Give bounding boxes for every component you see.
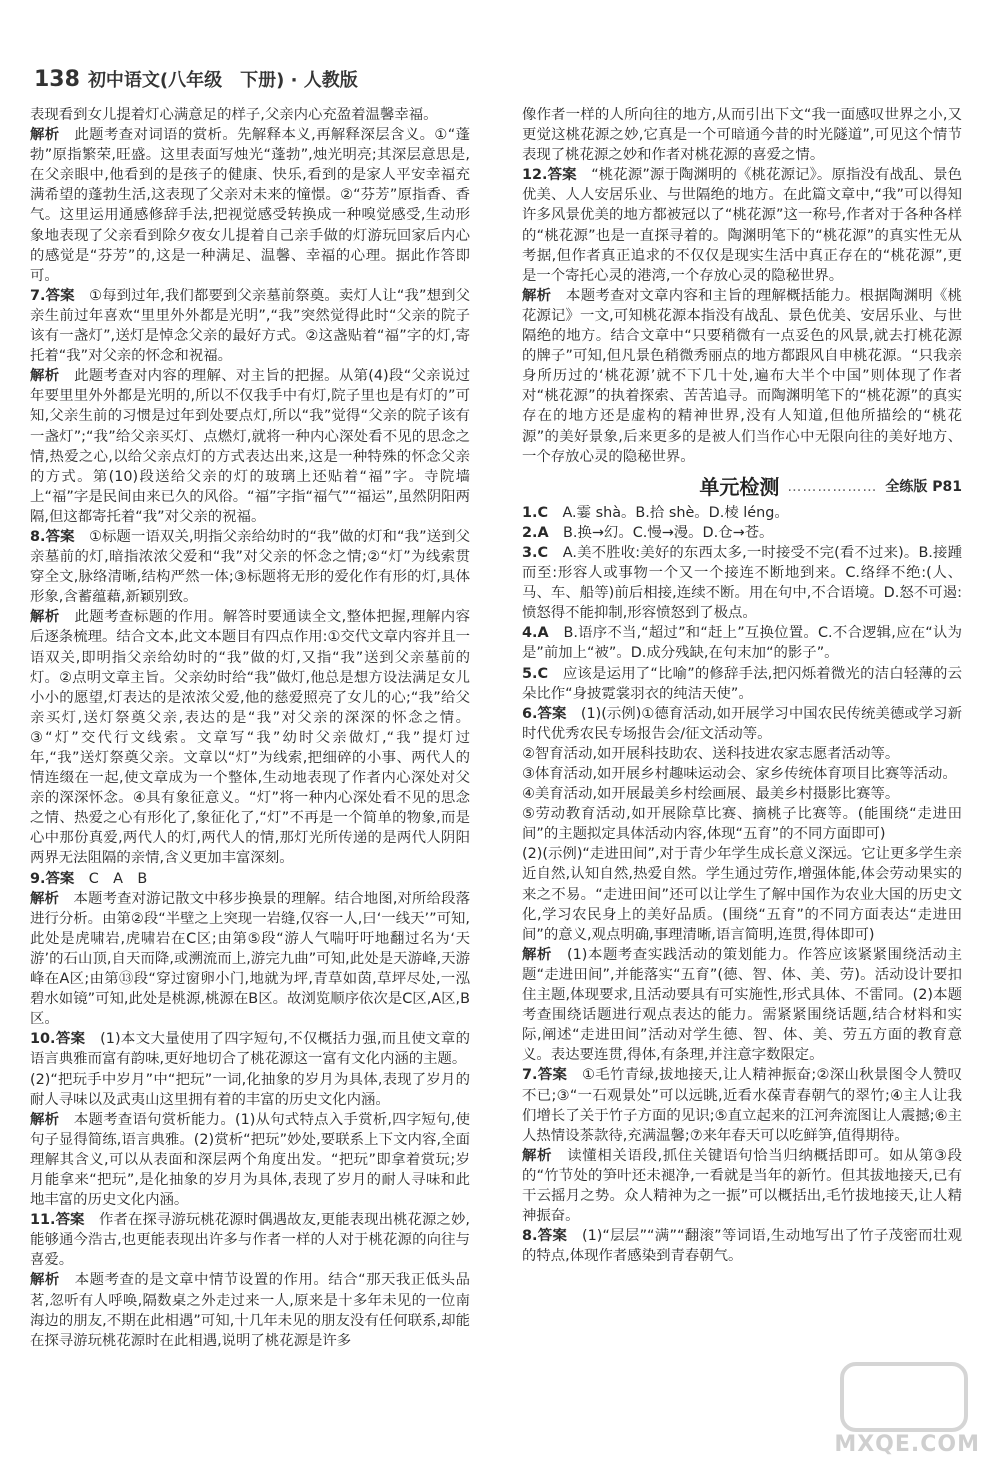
- paragraph: [30, 607, 470, 868]
- answer-label: 解析: [30, 127, 60, 144]
- question-number: 6.: [522, 705, 538, 722]
- answer-label: 解析: [30, 1111, 60, 1128]
- paragraph: [522, 623, 962, 663]
- paragraph-text: (1)本题考查实践活动的策划能力。作答应该紧紧围绕活动主题“走进田间”,并能落实“五育”(德、智、体、美、劳)。活动设计要扣住主题,体现要求,且活动要具有可实施性,形式具体、不雷同。(2)本题考查围绕话题进行观点表达的能力。需紧紧围绕话题,结合材料和实际,阐述“走进田间”活动对学生德、智、体、美、劳五方面的教育意义。表达要连贯,得体,有条理,并注意字数限定。: [522, 946, 962, 1064]
- answer-label: 解析: [30, 609, 60, 626]
- answer-label: 解析: [30, 890, 60, 907]
- paragraph-text: C A B: [88, 870, 148, 887]
- paragraph: [30, 105, 470, 125]
- paragraph: [522, 704, 962, 744]
- paragraph: [522, 764, 962, 784]
- paragraph: [30, 1270, 470, 1350]
- question-number: 8.: [522, 1228, 538, 1245]
- answer-label: 答案: [55, 1212, 85, 1229]
- paragraph: [30, 1110, 470, 1210]
- page-title: 初中语文(八年级 下册) · 人教版: [87, 70, 358, 91]
- paragraph: [522, 286, 962, 467]
- question-number: 7.: [30, 287, 46, 304]
- paragraph: [30, 1070, 470, 1110]
- section-reference: 全练版 P81: [885, 478, 962, 495]
- paragraph-text: ③体育活动,如开展乡村趣味运动会、家乡传统体育项目比赛等活动。: [522, 766, 957, 782]
- paragraph: [30, 366, 470, 527]
- page-header: [34, 66, 358, 96]
- right-column-bottom: [522, 503, 962, 1267]
- paragraph: [30, 1029, 470, 1069]
- paragraph: [522, 165, 962, 286]
- paragraph-text: 此题考查对内容的理解、对主旨的把握。从第(4)段“父亲说过年要里里外外都是光明的,所以不仅我手中有灯,院子里也是有灯的”可知,父亲生前的习惯是过年到处要点灯,所以“我”觉得“父亲的院子该有一盏灯”;“我”给父亲买灯、点燃灯,就将一种内心深处看不见的思念之情,热爱之心,以给父亲点灯的方式表达出来,这是一种特殊的怀念父亲的方式。第(10)段送给父亲的灯的玻璃上还贴着“福”字。寺院墙上“福”字是民间由来已久的风俗。“福”字指“福气”“福运”,虽然阴阳两隔,但这都寄托着“我”对父亲的祝福。: [30, 368, 470, 525]
- paragraph: [522, 945, 962, 1066]
- question-number: 8.: [30, 528, 46, 545]
- paragraph-text: ①毛竹青绿,拔地接天,让人精神振奋;②深山秋景图令人赞叹不已;③“一石观景处”可以远眺,近看水葆青春朝气的翠竹;④主人让我们增长了关于竹子方面的见识;⑤直立起来的江河奔流图让人震撼;⑥主人热情设茶款待,充满温馨;⑦来年春天可以吃鲜笋,值得期待。: [522, 1067, 962, 1144]
- paragraph: [30, 286, 470, 366]
- paragraph: [522, 503, 962, 523]
- paragraph-text: A.美不胜收:美好的东西太多,一时接受不完(看不过来)。B.接踵而至:形容人或事物一个又一个接连不断地到来。C.络绎不绝:(人、马、车、船等)前后相接,连续不断。用在句中,不合语境。D.怒不可遏:愤怒得不能抑制,形容愤怒到了极点。: [522, 544, 962, 622]
- question-number: 9.: [30, 870, 46, 887]
- answer-label: 答案: [45, 870, 75, 887]
- left-column: [30, 105, 470, 1351]
- paragraph-text: ②智育活动,如开展科技助农、送科技进农家志愿者活动等。: [522, 745, 900, 762]
- answer-label: C: [537, 665, 549, 682]
- right-column-top: [522, 105, 962, 467]
- answer-label: 答案: [537, 1228, 568, 1245]
- answer-label: C: [537, 504, 549, 521]
- paragraph-text: (1)“层层”“满”“翻滚”等词语,生动地写出了竹子茂密而壮观的特点,体现作者感染到青春朝气。: [522, 1228, 962, 1265]
- paragraph: [30, 869, 470, 889]
- section-title: 单元检测: [699, 474, 780, 499]
- question-number: 11.: [30, 1212, 56, 1229]
- answer-label: 解析: [30, 1272, 60, 1289]
- paragraph-text: ①标题一语双关,明指父亲给幼时的“我”做的灯和“我”送到父亲墓前的灯,暗指浓浓父爱和“我”对父亲的怀念之情;②“灯”为线索贯穿全文,脉络清晰,结构严然一体;③标题将无形的爱化作有形的灯,具体形象,含蓄蕴藉,新颖别致。: [30, 528, 470, 606]
- paragraph: [522, 105, 962, 165]
- question-number: 3.: [522, 544, 538, 561]
- paragraph-text: 像作者一样的人所向往的地方,从而引出下文“我一面感叹世界之小,又更觉这桃花源之妙,它真是一个可暗通今昔的时光隧道”,可见这个情节表现了桃花源之妙和作者对桃花源的喜爱之情。: [522, 107, 962, 164]
- watermark-text: MXQE.COM: [834, 1432, 980, 1457]
- paragraph: [30, 527, 470, 607]
- paragraph: [522, 744, 962, 764]
- answer-label: 答案: [55, 1031, 86, 1048]
- answer-label: 答案: [547, 167, 577, 184]
- paragraph: [522, 1146, 962, 1226]
- question-number: 7.: [522, 1067, 538, 1084]
- answer-label: 答案: [537, 705, 567, 722]
- paragraph-text: 应该是运用了“比喻”的修辞手法,把闪烁着微光的洁白轻薄的云朵比作“身披霓裳羽衣的纯洁天使”。: [522, 665, 962, 702]
- paragraph-text: 作者在探寻游玩桃花源时偶遇故友,更能表现出桃花源之妙,能够通今浩古,也更能表现出许多与作者一样的人对于桃花源的向往与喜爱。: [30, 1212, 470, 1269]
- paragraph-text: A.霎 shà。B.拾 shè。D.棱 léng。: [562, 504, 789, 521]
- answer-label: 解析: [522, 287, 552, 304]
- paragraph-text: “桃花源”源于陶渊明的《桃花源记》。原指没有战乱、景色优美、人人安居乐业、与世隔绝的地方。在此篇文章中,“我”可以得知许多风景优美的地方都被冠以了“桃花源”这一称号,作者对于各种各样的“桃花源”也是一直探寻着的。陶渊明笔下的“桃花源”的真实性无从考据,但作者真正追求的不仅仅是现实生活中真正存在的“桃花源”,更是一个寄托心灵的港湾,一个存放心灵的隐秘世界。: [522, 167, 962, 284]
- paragraph-text: ①每到过年,我们都要到父亲墓前祭奠。卖灯人让“我”想到父亲生前过年喜欢“里里外外都是光明”,“我”突然觉得此时“父亲的院子该有一盏灯”,送灯是悼念父亲的最好方式。②这盏贴着“福”字的灯,寄托着“我”对父亲的怀念和祝福。: [30, 287, 470, 365]
- paragraph: [522, 664, 962, 704]
- paragraph-text: 此题考查标题的作用。解答时要通读全文,整体把握,理解内容后逐条梳理。结合文本,此文本题目有四点作用:①交代文章内容并且一语双关,即明指父亲给幼时的“我”做的灯,又指“我”送到父亲墓前的灯。②点明文章主旨。父亲幼时给“我”做灯,他总是想方设法满足女儿小小的愿望,灯表达的是浓浓父爱,他的慈爱照亮了女儿的心;“我”给父亲买灯,送灯祭奠父亲,表达的是“我”对父亲的深深的怀念之情。③“灯”交代行文线索。文章写“我”幼时父亲做灯,“我”提灯过年,“我”送灯祭奠父亲。文章以“灯”为线索,把细碎的小事、两代人的情连缀在一起,使文章成为一个整体,生动地表现了作者内心深处对父亲的深深怀念。④具有象征意义。“灯”将一种内心深处看不见的思念之情、热爱之心有形化了,象征化了,“灯”不再是一个简单的物象,而是心中那份真爱,两代人的灯,两代人的情,那灯光所传递的是两代人阴阳两界无法阻隔的亲情,含义更加丰富深刻。: [30, 609, 470, 867]
- answer-label: 答案: [45, 528, 75, 545]
- answer-label: 解析: [522, 1147, 553, 1164]
- paragraph: [522, 844, 962, 944]
- paragraph: [30, 1210, 470, 1270]
- paragraph: [30, 125, 470, 286]
- paragraph-text: (2)(示例)“走进田间”,对于青少年学生成长意义深远。它让更多学生亲近自然,认知自然,热爱自然。学生通过劳作,增强体能,体会劳动果实的来之不易。“走进田间”还可以让学生了解中国作为农业大国的历史文化,学习农民身上的美好品质。(围绕“五育”的不同方面表达“走进田间”的意义,观点明确,事理清晰,语言简明,连贯,得体即可): [522, 846, 962, 943]
- paragraph-text: B.换→幻。C.慢→漫。D.仓→苍。: [563, 524, 774, 541]
- answer-label: 答案: [537, 1067, 568, 1084]
- question-number: 1.: [522, 504, 538, 521]
- watermark: [830, 1362, 980, 1457]
- paragraph-text: B.语序不当,“超过”和“赶上”互换位置。C.不合逻辑,应在“认为是”前加上“被”。D.成分残缺,在句末加“的影子”。: [522, 625, 962, 662]
- paragraph: [522, 523, 962, 543]
- paragraph: [30, 889, 470, 1030]
- paragraph-text: 表现看到女儿提着灯心满意足的样子,父亲内心充盈着温馨幸福。: [30, 107, 438, 123]
- right-column: [522, 105, 962, 1266]
- paragraph: [522, 1226, 962, 1266]
- paragraph-text: 本题考查对游记散文中移步换景的理解。结合地图,对所给段落进行分析。由第②段“半壁之上突现一岩缝,仅容一人,曰‘一线天’”可知,此处是虎啸岩,虎啸岩在C区;由第⑤段“游人气喘吁吁地翻过名为‘天游’的石山顶,自天而降,或溯流而上,游完九曲”可知,此处是天游峰,天游峰在A区;由第⑬段“穿过窗卵小门,地就为坪,青草如茵,草坪尽处,一泓碧水如镜”可知,此处是桃源,桃源在B区。故浏览顺序依次是C区,A区,B区。: [30, 890, 470, 1028]
- question-number: 10.: [30, 1031, 56, 1048]
- section-dots: ………………: [787, 478, 878, 495]
- paragraph-text: 本题考查的是文章中情节设置的作用。结合“那天我正低头品茗,忽听有人呼唤,隔数桌之外走过来一人,原来是十多年未见的一位南海边的朋友,不期在此相遇”可知,十几年未见的朋友没有任何联系,却能在探寻游玩桃花源时在此相遇,说明了桃花源是许多: [30, 1272, 470, 1349]
- paragraph-text: ④美育活动,如开展最美乡村绘画展、最美乡村摄影比赛等。: [522, 786, 900, 803]
- paragraph: [522, 784, 962, 804]
- question-number: 5.: [522, 665, 538, 682]
- question-number: 2.: [522, 524, 538, 541]
- paragraph: [522, 543, 962, 623]
- answer-label: A: [537, 625, 549, 642]
- paragraph-text: 读懂相关语段,抓住关键语句恰当归纳概括即可。如从第③段的“竹节处的笋叶还未褪净,一看就是当年的新竹。但其拔地接天,已有干云摇月之势。众人精神为之一振”可以概括出,毛竹拔地接天,让人精神振奋。: [522, 1147, 962, 1225]
- paragraph-text: (2)“把玩手中岁月”中“把玩”一词,化抽象的岁月为具体,表现了岁月的耐人寻味以及武夷山这里拥有着的丰富的历史文化内涵。: [30, 1071, 470, 1108]
- question-number: 4.: [522, 625, 538, 642]
- answer-label: 答案: [45, 287, 75, 304]
- answer-label: C: [537, 544, 549, 561]
- question-number: 12.: [522, 167, 548, 184]
- unit-test-section-header: [522, 474, 962, 499]
- answer-label: 解析: [30, 368, 60, 385]
- paragraph-text: ⑤劳动教育活动,如开展除草比赛、摘桃子比赛等。(能围绕“走进田间”的主题拟定具体活动内容,体现“五育”的不同方面即可): [522, 806, 962, 843]
- watermark-logo-icon: [840, 1362, 968, 1432]
- paragraph-text: 本题考查对文章内容和主旨的理解概括能力。根据陶渊明《桃花源记》一文,可知桃花源本指没有战乱、景色优美、安居乐业、与世隔绝的地方。结合文章中“只要稍微有一点妥色的风景,就去打桃花源的牌子”可知,但凡景色稍微秀丽点的地方都跟风自申桃花源。“只我亲身所历过的‘桃花源’就不下几十处,遍布大半个中国”则体现了作者对“桃花源”的执着探索、苦苦追寻。而陶渊明笔下的“桃花源”的真实存在的地方还是虚构的精神世界,没有人知道,但他所描绘的“桃花源”的美好景象,后来更多的是被人们当作心中无限向往的美好地方、一个存放心灵的隐秘世界。: [522, 287, 962, 465]
- page-number: 138: [34, 67, 80, 92]
- paragraph: [522, 804, 962, 844]
- answer-label: 解析: [522, 946, 552, 963]
- answer-label: A: [537, 524, 549, 541]
- paragraph-text: 本题考查语句赏析能力。(1)从句式特点入手赏析,四字短句,使句子显得简练,语言典雅。(2)赏析“把玩”妙处,要联系上下文内容,全面理解其含义,可以从表面和深层两个角度出发。“把玩”即拿着赏玩;岁月能拿来“把玩”,是化抽象的岁月为具体,表现了岁月的耐人寻味和此地丰富的历史文化内涵。: [30, 1111, 470, 1209]
- paragraph-text: (1)(示例)①德育活动,如开展学习中国农民传统美德或学习新时代优秀农民专场报告会/征文活动等。: [522, 705, 962, 742]
- paragraph-text: 此题考查对词语的赏析。先解释本义,再解释深层含义。①“蓬勃”原指繁荣,旺盛。这里表面写烛光“蓬勃”,烛光明亮;其深层意思是,在父亲眼中,他看到的是孩子的健康、快乐,看到的是家人平安幸福充满希望的蓬勃生活,这表现了父亲对未来的憧憬。②“芬芳”原指香、香气。这里运用通感修辞手法,把视觉感受转换成一种嗅觉感受,生动形象地表现了父亲看到除夕夜女儿提着自己亲手做的灯游玩回家后内心的感觉是“芬芳”的,这是一种满足、温馨、幸福的心理。据此作答即可。: [30, 127, 470, 284]
- paragraph: [522, 1065, 962, 1145]
- paragraph-text: (1)本文大量使用了四字短句,不仅概括力强,而且使文章的语言典雅而富有韵味,更好地切合了桃花源这一富有文化内涵的主题。: [30, 1031, 470, 1068]
